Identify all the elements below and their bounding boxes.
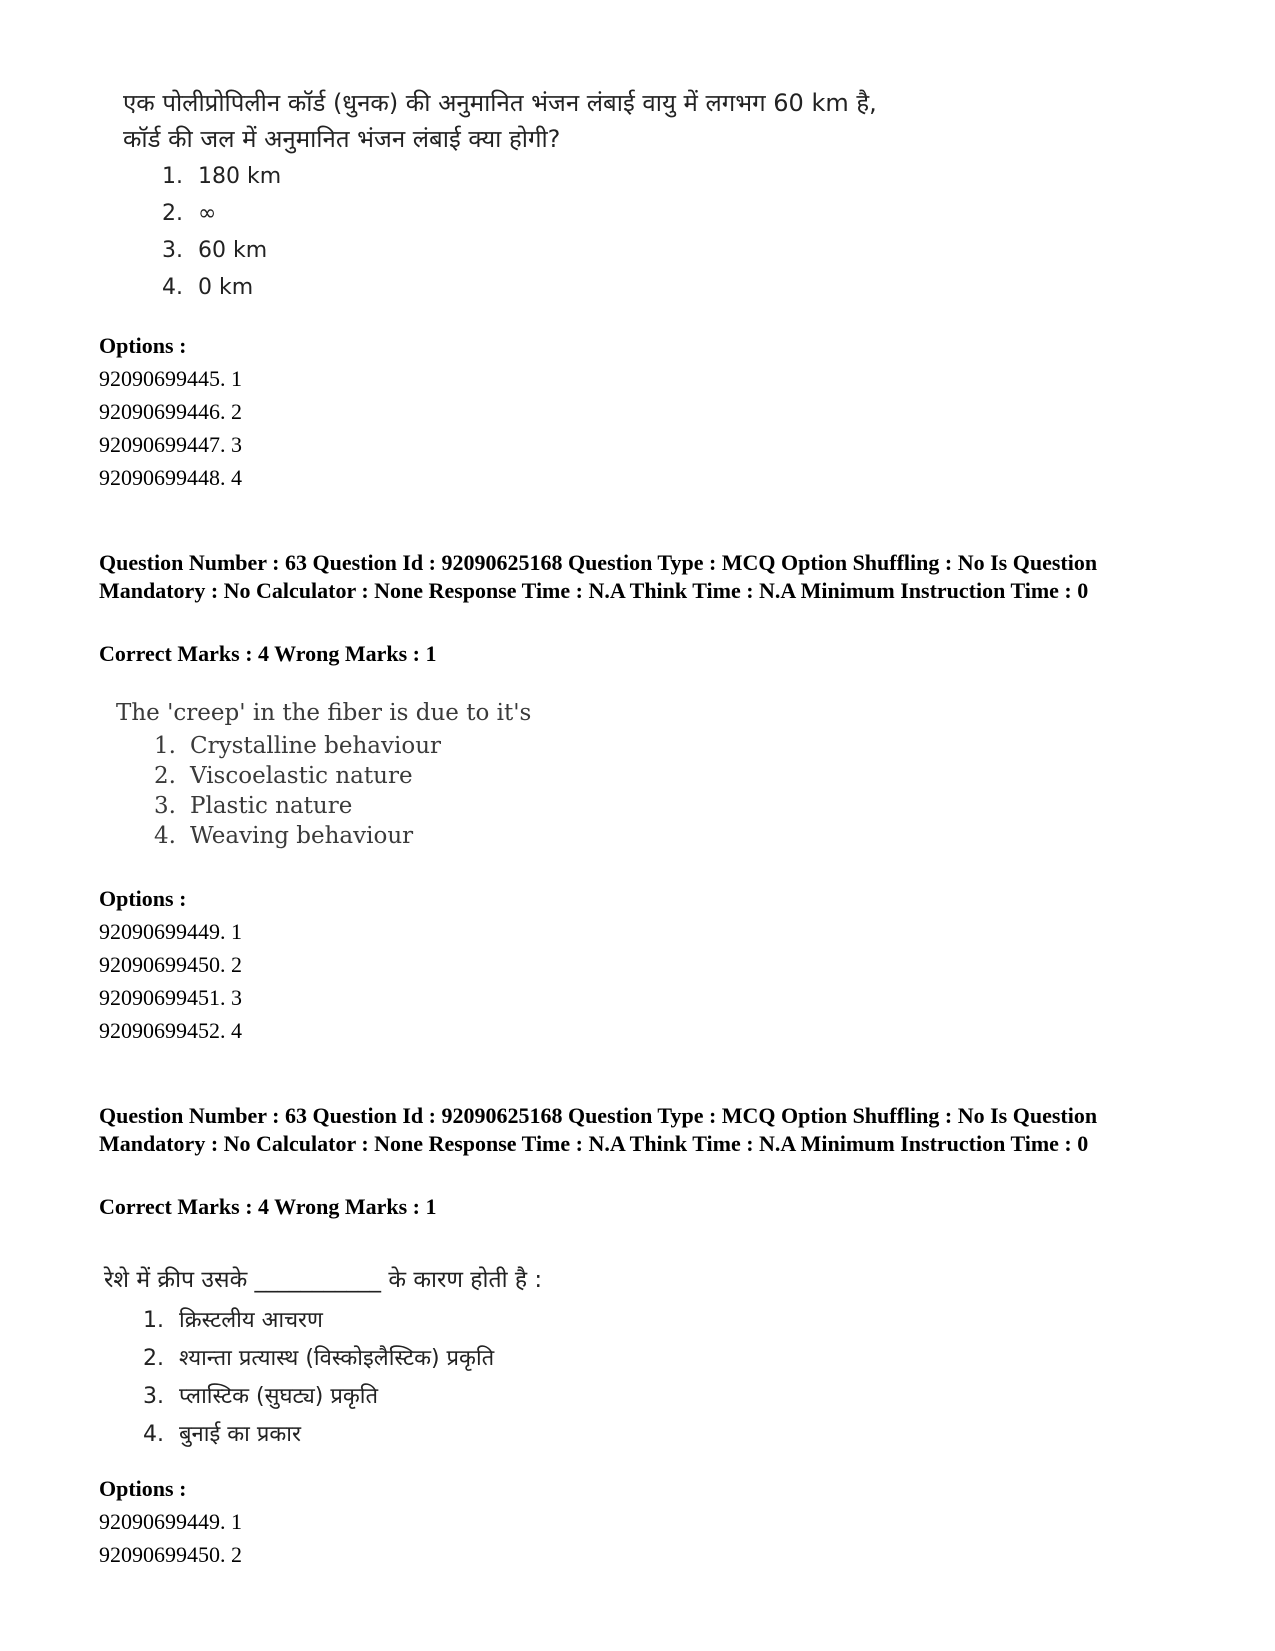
- question-text: The 'creep' in the fiber is due to it's: [116, 700, 532, 726]
- option-id: 92090699452. 4: [99, 1018, 242, 1043]
- choice-number: 4.: [162, 275, 183, 300]
- choice-number: 2.: [162, 201, 183, 226]
- choice-text: Crystalline behaviour: [190, 733, 442, 759]
- choice-number: 1.: [162, 164, 183, 189]
- options-label: Options :: [99, 886, 187, 911]
- choice-item: [154, 821, 441, 851]
- choice-text: ∞: [198, 201, 217, 226]
- question-meta: Question Number : 63 Question Id : 92090625168 Question Type : MCQ Option Shuffling : No Is Question Mandatory : No Calculator : None Response Time : N.A Think Time : N.A Minimum Instruction Time : 0: [99, 1103, 1098, 1156]
- choice-item: [143, 1416, 494, 1454]
- choice-text: प्लास्टिक (सुघट्य) प्रकृति: [179, 1384, 379, 1409]
- choice-text: 0 km: [198, 275, 254, 300]
- choice-number: 4.: [154, 823, 176, 849]
- option-id: 92090699451. 3: [99, 985, 242, 1010]
- choice-text: क्रिस्टलीय आचरण: [179, 1308, 323, 1333]
- option-id: 92090699446. 2: [99, 399, 242, 424]
- question-line-2: कॉर्ड की जल में अनुमानित भंजन लंबाई क्या होगी?: [123, 125, 561, 153]
- question-text: रेशे में क्रीप उसके ___________ के कारण होती है :: [104, 1267, 543, 1293]
- option-id: 92090699449. 1: [99, 1509, 242, 1534]
- choice-item: [154, 761, 441, 791]
- option-id: 92090699447. 3: [99, 432, 242, 457]
- choice-item: [143, 1302, 494, 1340]
- choice-number: 3.: [162, 238, 183, 263]
- choice-text: श्यान्ता प्रत्यास्थ (विस्कोइलैस्टिक) प्रकृति: [179, 1346, 495, 1371]
- options-label: Options :: [99, 333, 187, 358]
- choice-number: 3.: [154, 793, 176, 819]
- choice-item: [162, 232, 281, 269]
- choice-text: Viscoelastic nature: [190, 763, 413, 789]
- option-id: 92090699445. 1: [99, 366, 242, 391]
- choice-text: Weaving behaviour: [190, 823, 414, 849]
- choice-list-3: [143, 1302, 494, 1454]
- choice-text: 180 km: [198, 164, 282, 189]
- choice-item: [162, 195, 281, 232]
- choice-item: [162, 158, 281, 195]
- question-meta: Question Number : 63 Question Id : 92090625168 Question Type : MCQ Option Shuffling : No Is Question Mandatory : No Calculator : None Response Time : N.A Think Time : N.A Minimum Instruction Time : 0: [99, 550, 1098, 603]
- choice-number: 1.: [154, 733, 176, 759]
- choice-item: [162, 269, 281, 306]
- marks-line: Correct Marks : 4 Wrong Marks : 1: [99, 641, 437, 666]
- choice-item: [143, 1340, 494, 1378]
- choice-list-2: [154, 731, 441, 851]
- choice-number: 4.: [143, 1422, 164, 1447]
- choice-number: 2.: [143, 1346, 164, 1371]
- marks-line: Correct Marks : 4 Wrong Marks : 1: [99, 1194, 437, 1219]
- choice-number: 1.: [143, 1308, 164, 1333]
- choice-text: बुनाई का प्रकार: [179, 1422, 301, 1447]
- choice-item: [143, 1378, 494, 1416]
- choice-item: [154, 791, 441, 821]
- option-id: 92090699450. 2: [99, 1542, 242, 1567]
- option-id: 92090699448. 4: [99, 465, 242, 490]
- choice-number: 3.: [143, 1384, 164, 1409]
- options-label: Options :: [99, 1476, 187, 1501]
- option-id: 92090699449. 1: [99, 919, 242, 944]
- choice-number: 2.: [154, 763, 176, 789]
- question-line-1: एक पोलीप्रोपिलीन कॉर्ड (धुनक) की अनुमानित भंजन लंबाई वायु में लगभग 60 km है,: [123, 89, 877, 117]
- choice-item: [154, 731, 441, 761]
- choice-text: Plastic nature: [190, 793, 353, 819]
- choice-text: 60 km: [198, 238, 268, 263]
- choice-list-1: [162, 158, 281, 306]
- option-id: 92090699450. 2: [99, 952, 242, 977]
